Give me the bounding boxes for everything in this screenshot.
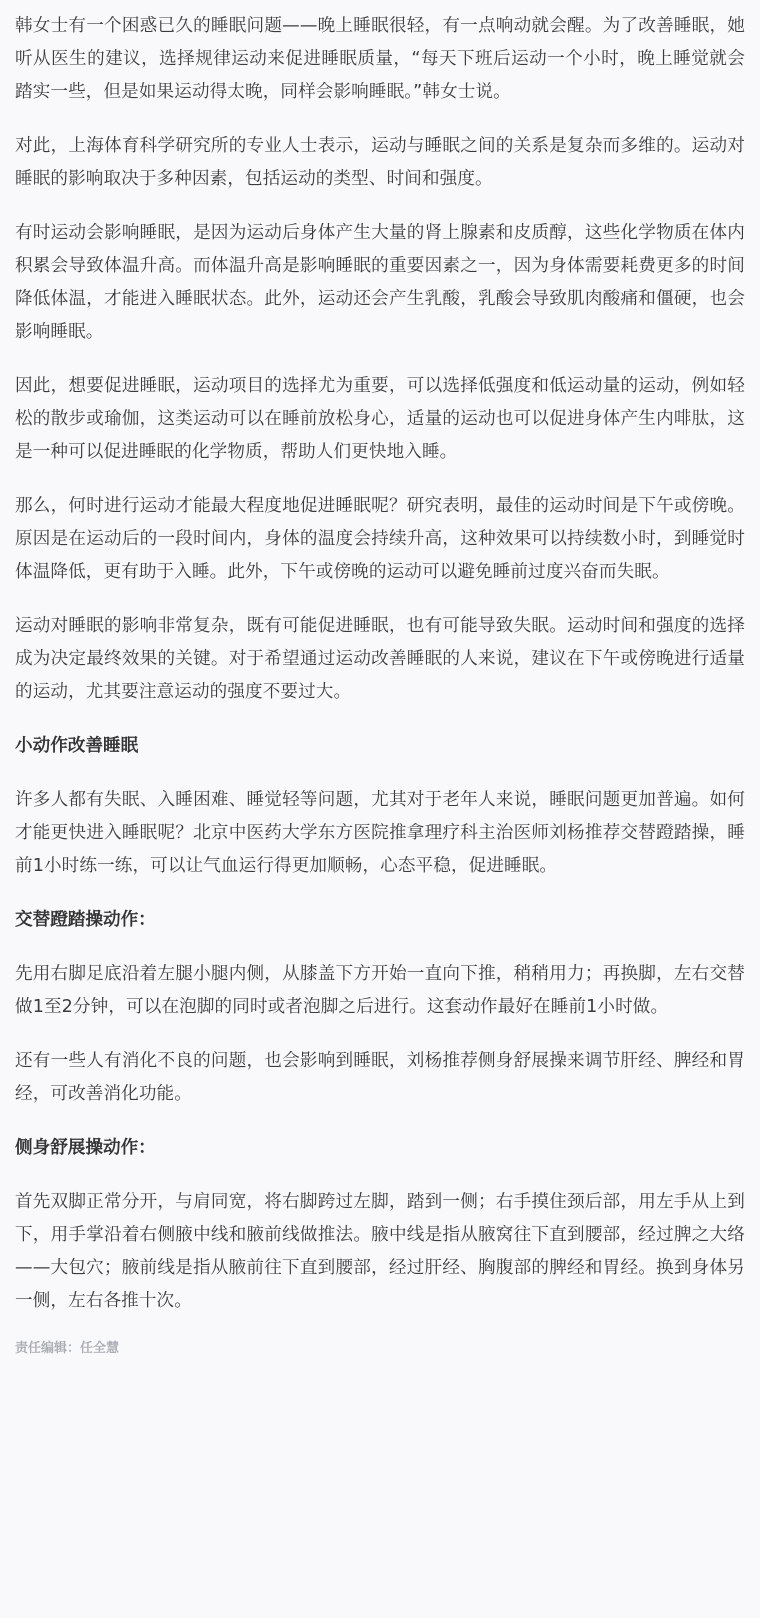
paragraph-alternating-step-steps: 先用右脚足底沿着左腿小腿内侧，从膝盖下方开始一直向下推，稍稍用力；再换脚，左右交替做1至2分钟，可以在泡脚的同时或者泡脚之后进行。这套动作最好在睡前1小时做。 [15,964,745,1017]
section-heading-alternating-step: 交替蹬踏操动作： [15,910,156,930]
section-heading-side-stretch: 侧身舒展操动作： [15,1138,156,1158]
paragraph-expert-view: 对此，上海体育科学研究所的专业人士表示，运动与睡眠之间的关系是复杂而多维的。运动对睡眠的影响取决于多种因素，包括运动的类型、时间和强度。 [15,136,745,189]
paragraph-summary: 运动对睡眠的影响非常复杂，既有可能促进睡眠，也有可能导致失眠。运动时间和强度的选择成为决定最终效果的关键。对于希望通过运动改善睡眠的人来说，建议在下午或傍晚进行适量的运动，尤其要注意运动的强度不要过大。 [15,616,745,702]
responsible-editor: 责任编辑：任全慧 [15,1341,120,1356]
paragraph-side-stretch-steps: 首先双脚正常分开，与肩同宽，将右脚跨过左脚，踏到一侧；右手摸住颈后部，用左手从上到下，用手掌沿着右侧腋中线和腋前线做推法。腋中线是指从腋窝往下直到腰部，经过脾之大络——大包穴；腋前线是指从腋前往下直到腰部，经过肝经、胸腹部的脾经和胃经。换到身体另一侧，左右各推十次。 [15,1192,745,1311]
paragraph-insomnia-intro: 许多人都有失眠、入睡困难、睡觉轻等问题，尤其对于老年人来说，睡眠问题更加普遍。如何才能更快进入睡眠呢？北京中医药大学东方医院推拿理疗科主治医师刘杨推荐交替蹬踏操，睡前1小时练一练，可以让气血运行得更加顺畅，心态平稳，促进睡眠。 [15,790,745,876]
paragraph-best-time: 那么，何时进行运动才能最大程度地促进睡眠呢？研究表明，最佳的运动时间是下午或傍晚。原因是在运动后的一段时间内，身体的温度会持续升高，这种效果可以持续数小时，到睡觉时体温降低，更有助于入睡。此外，下午或傍晚的运动可以避免睡前过度兴奋而失眠。 [15,496,745,582]
paragraph-intro: 韩女士有一个困惑已久的睡眠问题——晚上睡眠很轻，有一点响动就会醒。为了改善睡眠，她听从医生的建议，选择规律运动来促进睡眠质量，“每天下班后运动一个小时，晚上睡觉就会踏实一些，但是如果运动得太晚，同样会影响睡眠。”韩女士说。 [15,16,745,102]
section-heading-small-actions: 小动作改善睡眠 [15,736,139,756]
paragraph-digestion: 还有一些人有消化不良的问题，也会影响到睡眠，刘杨推荐侧身舒展操来调节肝经、脾经和胃经，可改善消化功能。 [15,1051,745,1104]
paragraph-exercise-choice: 因此，想要促进睡眠，运动项目的选择尤为重要，可以选择低强度和低运动量的运动，例如轻松的散步或瑜伽，这类运动可以在睡前放松身心，适量的运动也可以促进身体产生内啡肽，这是一种可以促进睡眠的化学物质，帮助人们更快地入睡。 [15,376,745,462]
paragraph-why-exercise-affects-sleep: 有时运动会影响睡眠，是因为运动后身体产生大量的肾上腺素和皮质醇，这些化学物质在体内积累会导致体温升高。而体温升高是影响睡眠的重要因素之一，因为身体需要耗费更多的时间降低体温，才能进入睡眠状态。此外，运动还会产生乳酸，乳酸会导致肌肉酸痛和僵硬，也会影响睡眠。 [15,223,745,342]
